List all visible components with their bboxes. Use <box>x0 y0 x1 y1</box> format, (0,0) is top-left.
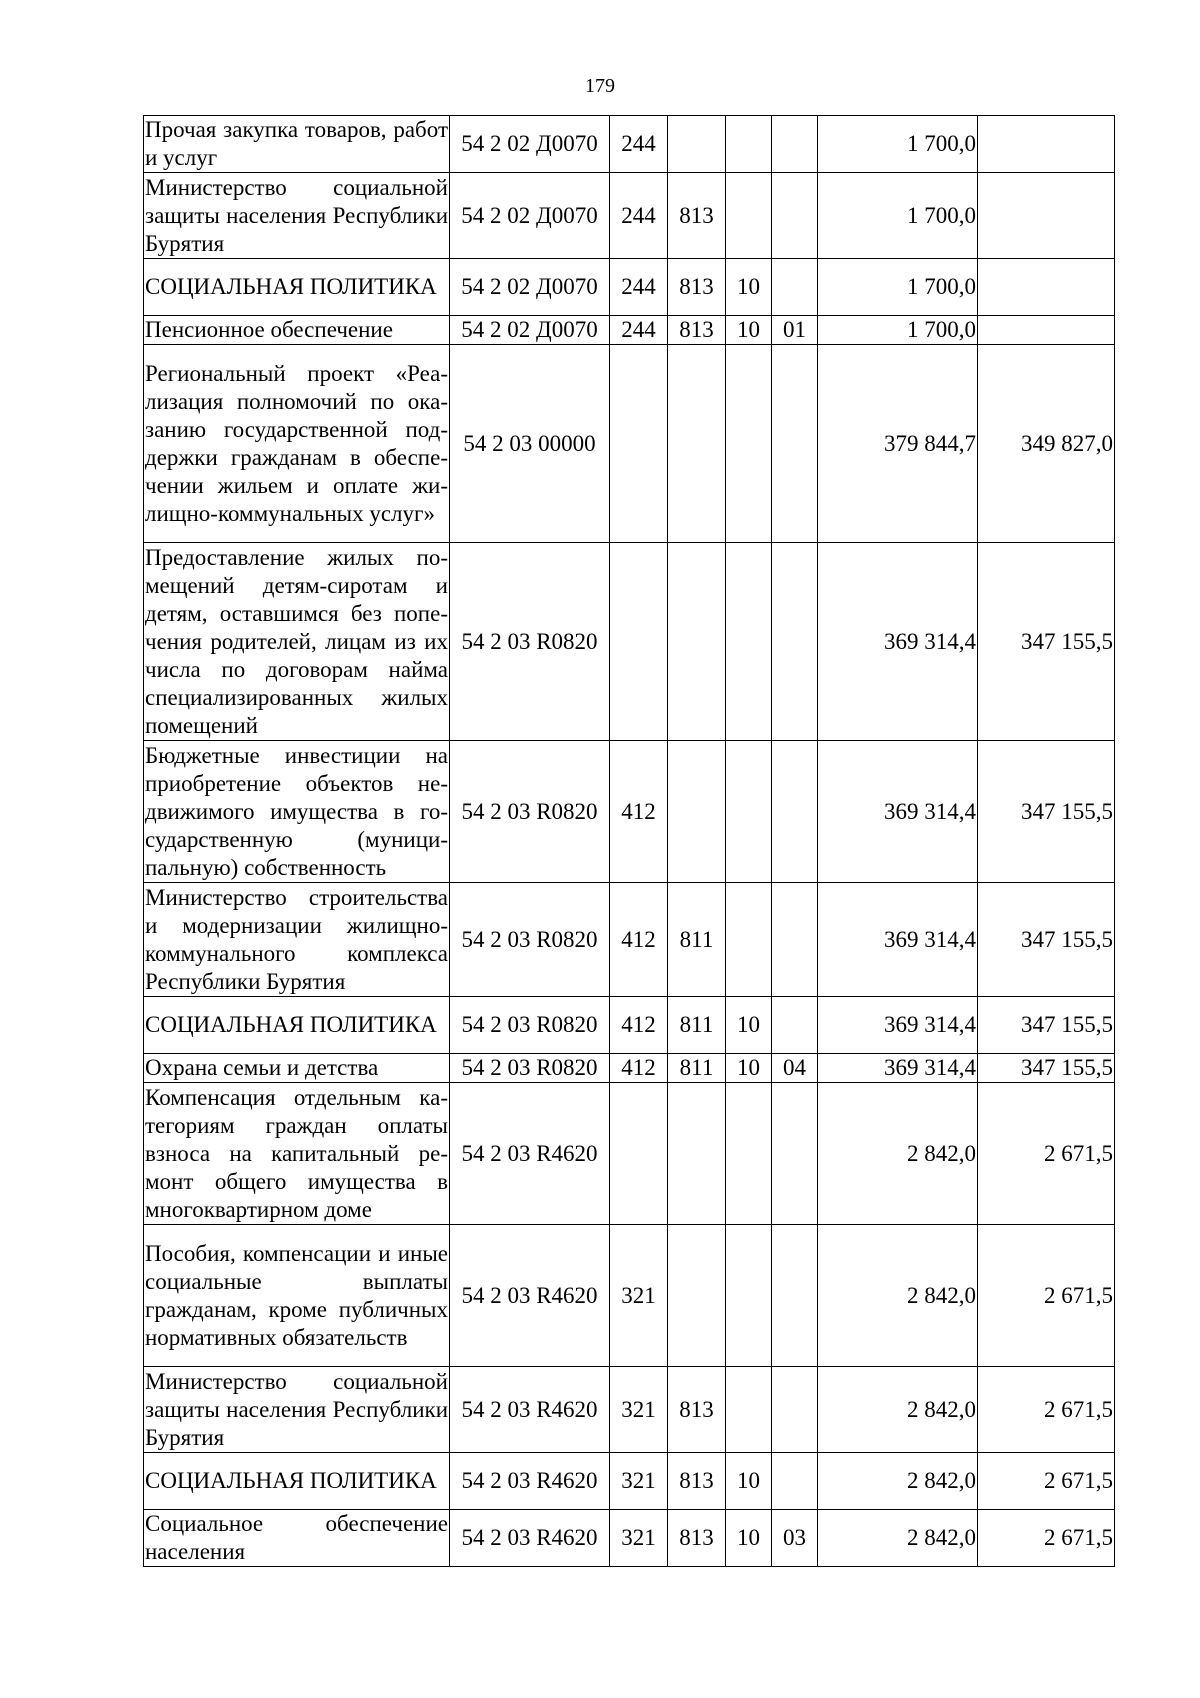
target-article-cell: 54 2 03 00000 <box>450 345 610 543</box>
amount-year1-cell: 379 844,7 <box>818 345 978 543</box>
expense-type-cell: 412 <box>610 997 668 1054</box>
target-article-cell: 54 2 03 R4620 <box>450 1510 610 1567</box>
table-row <box>144 883 1115 997</box>
subsection-cell <box>772 543 818 741</box>
amount-year1-cell: 369 314,4 <box>818 997 978 1054</box>
target-article-cell: 54 2 02 Д0070 <box>450 116 610 173</box>
ministry-code-cell <box>668 1225 726 1367</box>
amount-year2-cell: 347 155,5 <box>978 543 1115 741</box>
row-name-cell: Министерство социальной защиты населения Республики Бурятия <box>144 1367 450 1453</box>
expense-type-cell: 412 <box>610 741 668 883</box>
table-row <box>144 1453 1115 1510</box>
amount-year1-cell: 369 314,4 <box>818 741 978 883</box>
page-number: 179 <box>585 75 615 97</box>
amount-year1-cell: 2 842,0 <box>818 1367 978 1453</box>
row-name-cell: Региональный проект «Реализация полномочий по оказанию государственной поддержки гражданам в обеспечении жильем и оплате жилищно-коммунальных услуг» <box>144 345 450 543</box>
target-article-cell: 54 2 03 R4620 <box>450 1225 610 1367</box>
table-body <box>144 116 1115 1567</box>
row-name-cell: Социальное обеспечение населения <box>144 1510 450 1567</box>
expense-type-cell <box>610 1083 668 1225</box>
section-cell: 10 <box>726 1510 772 1567</box>
amount-year2-cell <box>978 173 1115 259</box>
amount-year2-cell <box>978 116 1115 173</box>
ministry-code-cell: 813 <box>668 316 726 345</box>
ministry-code-cell <box>668 741 726 883</box>
amount-year1-cell: 2 842,0 <box>818 1453 978 1510</box>
amount-year2-cell <box>978 316 1115 345</box>
amount-year2-cell: 2 671,5 <box>978 1225 1115 1367</box>
table-row <box>144 1054 1115 1083</box>
table-row <box>144 1225 1115 1367</box>
target-article-cell: 54 2 03 R0820 <box>450 543 610 741</box>
subsection-cell: 03 <box>772 1510 818 1567</box>
ministry-code-cell <box>668 543 726 741</box>
table-row <box>144 543 1115 741</box>
amount-year2-cell: 347 155,5 <box>978 997 1115 1054</box>
table-row <box>144 316 1115 345</box>
amount-year1-cell: 2 842,0 <box>818 1510 978 1567</box>
subsection-cell <box>772 741 818 883</box>
amount-year1-cell: 1 700,0 <box>818 173 978 259</box>
ministry-code-cell <box>668 1083 726 1225</box>
subsection-cell <box>772 345 818 543</box>
subsection-cell <box>772 173 818 259</box>
row-name-cell: СОЦИАЛЬНАЯ ПОЛИТИКА <box>144 997 450 1054</box>
table-row <box>144 173 1115 259</box>
expense-type-cell: 244 <box>610 316 668 345</box>
target-article-cell: 54 2 03 R4620 <box>450 1453 610 1510</box>
target-article-cell: 54 2 03 R4620 <box>450 1367 610 1453</box>
subsection-cell <box>772 883 818 997</box>
ministry-code-cell: 813 <box>668 1510 726 1567</box>
table-row <box>144 1083 1115 1225</box>
section-cell <box>726 741 772 883</box>
amount-year2-cell: 2 671,5 <box>978 1083 1115 1225</box>
ministry-code-cell: 811 <box>668 1054 726 1083</box>
subsection-cell <box>772 1225 818 1367</box>
expense-type-cell: 244 <box>610 259 668 316</box>
amount-year2-cell: 2 671,5 <box>978 1453 1115 1510</box>
amount-year2-cell: 347 155,5 <box>978 1054 1115 1083</box>
row-name-cell: Предоставление жилых помещений детям-сиротам и детям, оставшимся без попечения родителей, лицам из их числа по договорам найма специализированных жилых помещений <box>144 543 450 741</box>
expense-type-cell: 244 <box>610 173 668 259</box>
amount-year1-cell: 2 842,0 <box>818 1225 978 1367</box>
target-article-cell: 54 2 03 R0820 <box>450 997 610 1054</box>
row-name-cell: Бюджетные инвестиции на приобретение объектов недвижимого имущества в государственную (муниципальную) собственность <box>144 741 450 883</box>
amount-year1-cell: 2 842,0 <box>818 1083 978 1225</box>
ministry-code-cell <box>668 116 726 173</box>
subsection-cell <box>772 1083 818 1225</box>
target-article-cell: 54 2 03 R4620 <box>450 1083 610 1225</box>
section-cell <box>726 1225 772 1367</box>
target-article-cell: 54 2 02 Д0070 <box>450 316 610 345</box>
ministry-code-cell: 813 <box>668 1367 726 1453</box>
amount-year1-cell: 1 700,0 <box>818 316 978 345</box>
amount-year2-cell: 347 155,5 <box>978 741 1115 883</box>
expense-type-cell: 321 <box>610 1453 668 1510</box>
table-row <box>144 345 1115 543</box>
section-cell <box>726 173 772 259</box>
section-cell: 10 <box>726 1453 772 1510</box>
section-cell: 10 <box>726 997 772 1054</box>
subsection-cell <box>772 116 818 173</box>
expense-type-cell: 412 <box>610 883 668 997</box>
subsection-cell <box>772 1367 818 1453</box>
target-article-cell: 54 2 03 R0820 <box>450 1054 610 1083</box>
amount-year2-cell: 349 827,0 <box>978 345 1115 543</box>
subsection-cell <box>772 1453 818 1510</box>
ministry-code-cell: 813 <box>668 173 726 259</box>
section-cell <box>726 883 772 997</box>
amount-year2-cell: 2 671,5 <box>978 1367 1115 1453</box>
ministry-code-cell: 811 <box>668 883 726 997</box>
row-name-cell: СОЦИАЛЬНАЯ ПОЛИТИКА <box>144 259 450 316</box>
table-row <box>144 259 1115 316</box>
section-cell <box>726 345 772 543</box>
budget-table <box>143 115 1115 1567</box>
section-cell: 10 <box>726 316 772 345</box>
section-cell <box>726 116 772 173</box>
subsection-cell: 01 <box>772 316 818 345</box>
ministry-code-cell: 811 <box>668 997 726 1054</box>
row-name-cell: Министерство социальной защиты населения Республики Бурятия <box>144 173 450 259</box>
expense-type-cell: 412 <box>610 1054 668 1083</box>
row-name-cell: Охрана семьи и детства <box>144 1054 450 1083</box>
expense-type-cell: 321 <box>610 1225 668 1367</box>
expense-type-cell <box>610 345 668 543</box>
amount-year2-cell <box>978 259 1115 316</box>
amount-year1-cell: 369 314,4 <box>818 1054 978 1083</box>
table-row <box>144 741 1115 883</box>
row-name-cell: Министерство строительства и модернизации жилищно-коммунального комплекса Республики Бурятия <box>144 883 450 997</box>
row-name-cell: Компенсация отдельным категориям граждан оплаты взноса на капитальный ремонт общего имущества в многоквартирном доме <box>144 1083 450 1225</box>
subsection-cell: 04 <box>772 1054 818 1083</box>
amount-year2-cell: 347 155,5 <box>978 883 1115 997</box>
section-cell <box>726 1083 772 1225</box>
row-name-cell: СОЦИАЛЬНАЯ ПОЛИТИКА <box>144 1453 450 1510</box>
row-name-cell: Пенсионное обеспечение <box>144 316 450 345</box>
amount-year2-cell: 2 671,5 <box>978 1510 1115 1567</box>
target-article-cell: 54 2 03 R0820 <box>450 741 610 883</box>
target-article-cell: 54 2 02 Д0070 <box>450 173 610 259</box>
table-row <box>144 1510 1115 1567</box>
amount-year1-cell: 369 314,4 <box>818 543 978 741</box>
table-row <box>144 997 1115 1054</box>
ministry-code-cell: 813 <box>668 259 726 316</box>
ministry-code-cell: 813 <box>668 1453 726 1510</box>
target-article-cell: 54 2 03 R0820 <box>450 883 610 997</box>
section-cell <box>726 1367 772 1453</box>
section-cell: 10 <box>726 259 772 316</box>
expense-type-cell: 321 <box>610 1510 668 1567</box>
expense-type-cell: 321 <box>610 1367 668 1453</box>
row-name-cell: Пособия, компенсации и иные социальные выплаты гражданам, кроме публичных нормативных обязательств <box>144 1225 450 1367</box>
row-name-cell: Прочая закупка товаров, работ и услуг <box>144 116 450 173</box>
target-article-cell: 54 2 02 Д0070 <box>450 259 610 316</box>
amount-year1-cell: 1 700,0 <box>818 259 978 316</box>
table-row <box>144 1367 1115 1453</box>
subsection-cell <box>772 259 818 316</box>
section-cell: 10 <box>726 1054 772 1083</box>
section-cell <box>726 543 772 741</box>
subsection-cell <box>772 997 818 1054</box>
expense-type-cell <box>610 543 668 741</box>
amount-year1-cell: 369 314,4 <box>818 883 978 997</box>
expense-type-cell: 244 <box>610 116 668 173</box>
table-row <box>144 116 1115 173</box>
amount-year1-cell: 1 700,0 <box>818 116 978 173</box>
ministry-code-cell <box>668 345 726 543</box>
